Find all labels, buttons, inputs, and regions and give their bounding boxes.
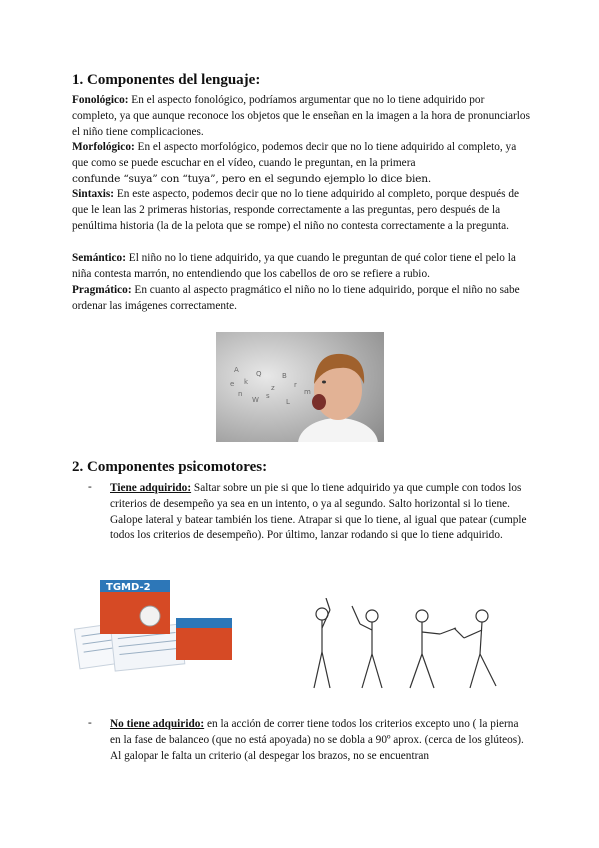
svg-text:A: A xyxy=(234,366,239,374)
svg-text:B: B xyxy=(282,372,287,380)
label-no-tiene-adquirido: No tiene adquirido: xyxy=(110,718,205,730)
svg-text:r: r xyxy=(294,381,297,389)
label-sintaxis: Sintaxis: xyxy=(72,188,115,200)
svg-text:k: k xyxy=(244,378,249,386)
paragraph-morfologico xyxy=(72,140,532,187)
svg-text:W: W xyxy=(252,396,259,404)
bullet-dash-1: - xyxy=(88,481,92,493)
text-pragmatico: En cuanto al aspecto pragmático el niño no lo tiene adquirido, porque el niño no sabe ordenar las imágenes correctamente. xyxy=(72,284,520,312)
text-sintaxis: En este aspecto, podemos decir que no lo tiene adquirido al completo, porque después de que le lean las 2 primeras historias, responde correctamente a las preguntas, pero después de la penúltima historia (la de la pelota que se rompe) el niño no contesta correctamente a la pregunta. xyxy=(72,188,520,232)
text-morfologico-2: confunde “suya” con “tuya”, pero en el segundo ejemplo lo dice bien. xyxy=(72,172,432,185)
list-item-no-tiene-adquirido xyxy=(110,717,530,764)
svg-text:n: n xyxy=(238,390,243,398)
list-item-tiene-adquirido xyxy=(110,481,530,544)
bullet-dash-2: - xyxy=(88,717,92,729)
text-fonologico: En el aspecto fonológico, podríamos argumentar que no lo tiene adquirido por completo, ya que aunque reconoce los objetos que le enseñan en la imagen a la hora de pronunciarlos el niño tiene complicaciones. xyxy=(72,94,530,138)
label-tiene-adquirido: Tiene adquirido: xyxy=(110,482,192,494)
text-no-tiene-adquirido: en la acción de correr tiene todos los criterios excepto uno ( la pierna en la fase de balanceo (que no está apoyada) no se dobla a 90º aprox. (cerca de los glúteos). Al galopar le falta un criterio (al despegar los brazos, no se encuentran xyxy=(110,718,524,762)
paragraph-fonologico xyxy=(72,93,532,140)
text-morfologico: En el aspecto morfológico, podemos decir que no lo tiene adquirido al completo, ya que como se puede escuchar en el vídeo, cuando le preguntan, en la primera xyxy=(72,141,517,169)
svg-text:Q: Q xyxy=(256,370,262,378)
label-fonologico: Fonológico: xyxy=(72,94,129,106)
svg-text:z: z xyxy=(271,384,275,392)
svg-text:L: L xyxy=(286,398,290,406)
svg-text:e: e xyxy=(230,380,235,388)
label-morfologico: Morfológico: xyxy=(72,141,135,153)
tgmd-kit-image xyxy=(72,578,238,672)
paragraph-pragmatico xyxy=(72,283,532,315)
text-semantico: El niño no lo tiene adquirido, ya que cuando le preguntan de qué color tiene el pelo la niña contesta marrón, no entendiendo que los cabellos de oro se refiere a rubio. xyxy=(72,252,516,280)
tgmd-logo-text: TGMD-2 xyxy=(106,582,151,593)
section-2-heading: 2. Componentes psicomotores: xyxy=(72,459,268,475)
batting-sequence-drawing xyxy=(290,598,520,694)
paragraph-sintaxis xyxy=(72,187,532,234)
section-1-heading: 1. Componentes del lenguaje: xyxy=(72,72,261,88)
label-pragmatico: Pragmático: xyxy=(72,284,132,296)
svg-text:s: s xyxy=(266,392,270,400)
svg-text:m: m xyxy=(304,388,311,396)
boy-shouting-photo xyxy=(216,332,384,442)
paragraph-semantico xyxy=(72,251,532,283)
text-tiene-adquirido: Saltar sobre un pie si que lo tiene adquirido ya que cumple con todos los criterios de desempeño ya sea en un intento, o ya al segundo. Salto horizontal si lo tiene. Galope lateral y batear también los tiene. Atrapar si que lo tiene, al igual que patear (cumple todos los criterios de desempeño). Por último, lanzar rodando si que lo tiene adquirido. xyxy=(110,482,527,542)
label-semantico: Semántico: xyxy=(72,252,126,264)
